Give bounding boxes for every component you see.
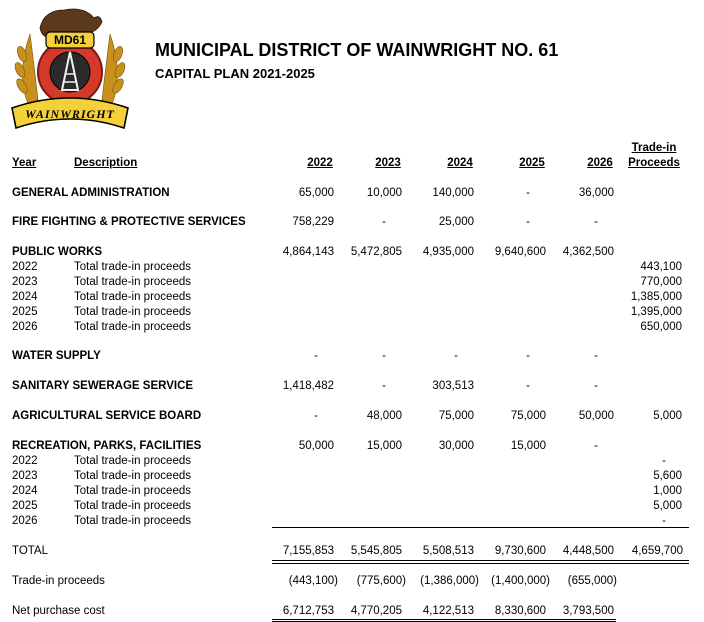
- total-row-value: 8,330,600: [494, 605, 546, 617]
- detail-description: Total trade-in proceeds: [74, 306, 191, 318]
- page-subtitle: CAPITAL PLAN 2021-2025: [155, 66, 315, 81]
- detail-tradein-value: 5,600: [653, 470, 682, 482]
- total-row-tradein: 4,659,700: [631, 545, 683, 557]
- detail-tradein-value: 1,385,000: [630, 291, 682, 303]
- section-label: SANITARY SEWERAGE SERVICE: [12, 380, 194, 392]
- net-double-rule-1: [272, 619, 616, 620]
- column-header-tradein: Trade-in: [631, 142, 677, 154]
- column-header-year: Year: [12, 157, 37, 169]
- section-value: 30,000: [438, 440, 474, 452]
- detail-description: Total trade-in proceeds: [74, 455, 191, 467]
- section-value: 65,000: [298, 187, 334, 199]
- section-value: 1,418,482: [282, 380, 334, 392]
- section-value: -: [382, 216, 386, 228]
- section-value: 303,513: [432, 380, 474, 392]
- detail-tradein-value: 770,000: [640, 276, 682, 288]
- total-row-value: 9,730,600: [494, 545, 546, 557]
- total-rule: [272, 527, 689, 528]
- detail-description: Total trade-in proceeds: [74, 500, 191, 512]
- detail-description: Total trade-in proceeds: [74, 515, 191, 527]
- detail-year: 2023: [12, 470, 38, 482]
- page-title: MUNICIPAL DISTRICT OF WAINWRIGHT NO. 61: [155, 40, 559, 60]
- section-value: -: [314, 410, 318, 422]
- detail-description: Total trade-in proceeds: [74, 276, 191, 288]
- column-header-y2025: 2025: [519, 157, 545, 169]
- section-value: -: [594, 440, 598, 452]
- section-value: 4,935,000: [422, 246, 474, 258]
- total-row-value: (1,386,000): [420, 575, 479, 587]
- column-header-y2026: 2026: [587, 157, 613, 169]
- section-value: -: [454, 350, 458, 362]
- detail-year: 2024: [12, 291, 38, 303]
- section-value: 140,000: [432, 187, 474, 199]
- total-row-label: Net purchase cost: [12, 605, 105, 617]
- section-value: 10,000: [366, 187, 402, 199]
- detail-year: 2025: [12, 306, 38, 318]
- total-row-value: 4,770,205: [350, 605, 402, 617]
- detail-tradein-value: 1,395,000: [630, 306, 682, 318]
- total-row-value: 6,712,753: [282, 605, 334, 617]
- section-label: PUBLIC WORKS: [12, 246, 103, 258]
- section-value: 9,640,600: [494, 246, 546, 258]
- detail-year: 2026: [12, 321, 38, 333]
- section-value: 758,229: [292, 216, 334, 228]
- section-value: 5,472,805: [350, 246, 402, 258]
- detail-description: Total trade-in proceeds: [74, 291, 191, 303]
- section-value: 36,000: [578, 187, 614, 199]
- section-value: 50,000: [298, 440, 334, 452]
- section-label: WATER SUPPLY: [12, 350, 101, 362]
- total-row-value: 4,122,513: [422, 605, 474, 617]
- detail-tradein-value: 443,100: [640, 261, 682, 273]
- section-value: -: [314, 350, 318, 362]
- detail-tradein-value: 650,000: [640, 321, 682, 333]
- detail-tradein-value: -: [662, 455, 666, 467]
- detail-year: 2022: [12, 261, 38, 273]
- total-row-value: (775,600): [356, 575, 406, 587]
- section-value: -: [526, 216, 530, 228]
- total-row-label: Trade-in proceeds: [12, 575, 105, 587]
- column-header-y2024: 2024: [447, 157, 473, 169]
- total-row-label: TOTAL: [12, 545, 48, 557]
- total-double-rule-2: [272, 563, 689, 564]
- section-tradein-value: 5,000: [653, 410, 682, 422]
- column-header-description: Description: [74, 157, 138, 169]
- total-row-value: (655,000): [567, 575, 617, 587]
- total-row-value: 5,508,513: [422, 545, 474, 557]
- detail-description: Total trade-in proceeds: [74, 470, 191, 482]
- detail-tradein-value: -: [662, 515, 666, 527]
- section-value: -: [594, 380, 598, 392]
- detail-year: 2022: [12, 455, 38, 467]
- section-label: RECREATION, PARKS, FACILITIES: [12, 440, 202, 452]
- total-row-value: (443,100): [288, 575, 338, 587]
- column-header-y2023: 2023: [375, 157, 401, 169]
- section-value: 75,000: [510, 410, 546, 422]
- total-row-value: 5,545,805: [350, 545, 402, 557]
- total-row-value: (1,400,000): [491, 575, 550, 587]
- section-value: -: [594, 216, 598, 228]
- detail-year: 2026: [12, 515, 38, 527]
- total-row-value: 7,155,853: [282, 545, 334, 557]
- detail-description: Total trade-in proceeds: [74, 321, 191, 333]
- section-value: 15,000: [366, 440, 402, 452]
- section-value: 15,000: [510, 440, 546, 452]
- section-value: 4,864,143: [282, 246, 334, 258]
- total-row-value: 3,793,500: [562, 605, 614, 617]
- detail-year: 2024: [12, 485, 38, 497]
- section-value: -: [526, 380, 530, 392]
- md-logo: [8, 4, 132, 132]
- section-value: 4,362,500: [562, 246, 614, 258]
- section-value: 48,000: [366, 410, 402, 422]
- section-value: -: [526, 187, 530, 199]
- detail-description: Total trade-in proceeds: [74, 261, 191, 273]
- total-row-value: 4,448,500: [562, 545, 614, 557]
- section-value: 75,000: [438, 410, 474, 422]
- column-header-proceeds: Proceeds: [628, 157, 680, 169]
- section-value: -: [594, 350, 598, 362]
- detail-description: Total trade-in proceeds: [74, 485, 191, 497]
- logo-banner-text: WAINWRIGHT: [25, 107, 115, 121]
- detail-year: 2025: [12, 500, 38, 512]
- detail-tradein-value: 5,000: [653, 500, 682, 512]
- section-label: GENERAL ADMINISTRATION: [12, 187, 170, 199]
- section-value: -: [382, 350, 386, 362]
- section-label: FIRE FIGHTING & PROTECTIVE SERVICES: [12, 216, 246, 228]
- section-value: 25,000: [438, 216, 474, 228]
- section-value: -: [526, 350, 530, 362]
- logo-emblem-text: MD61: [53, 33, 86, 47]
- detail-year: 2023: [12, 276, 38, 288]
- total-double-rule-1: [272, 560, 689, 561]
- column-header-y2022: 2022: [307, 157, 333, 169]
- detail-tradein-value: 1,000: [653, 485, 682, 497]
- section-value: -: [382, 380, 386, 392]
- section-value: 50,000: [578, 410, 614, 422]
- section-label: AGRICULTURAL SERVICE BOARD: [12, 410, 202, 422]
